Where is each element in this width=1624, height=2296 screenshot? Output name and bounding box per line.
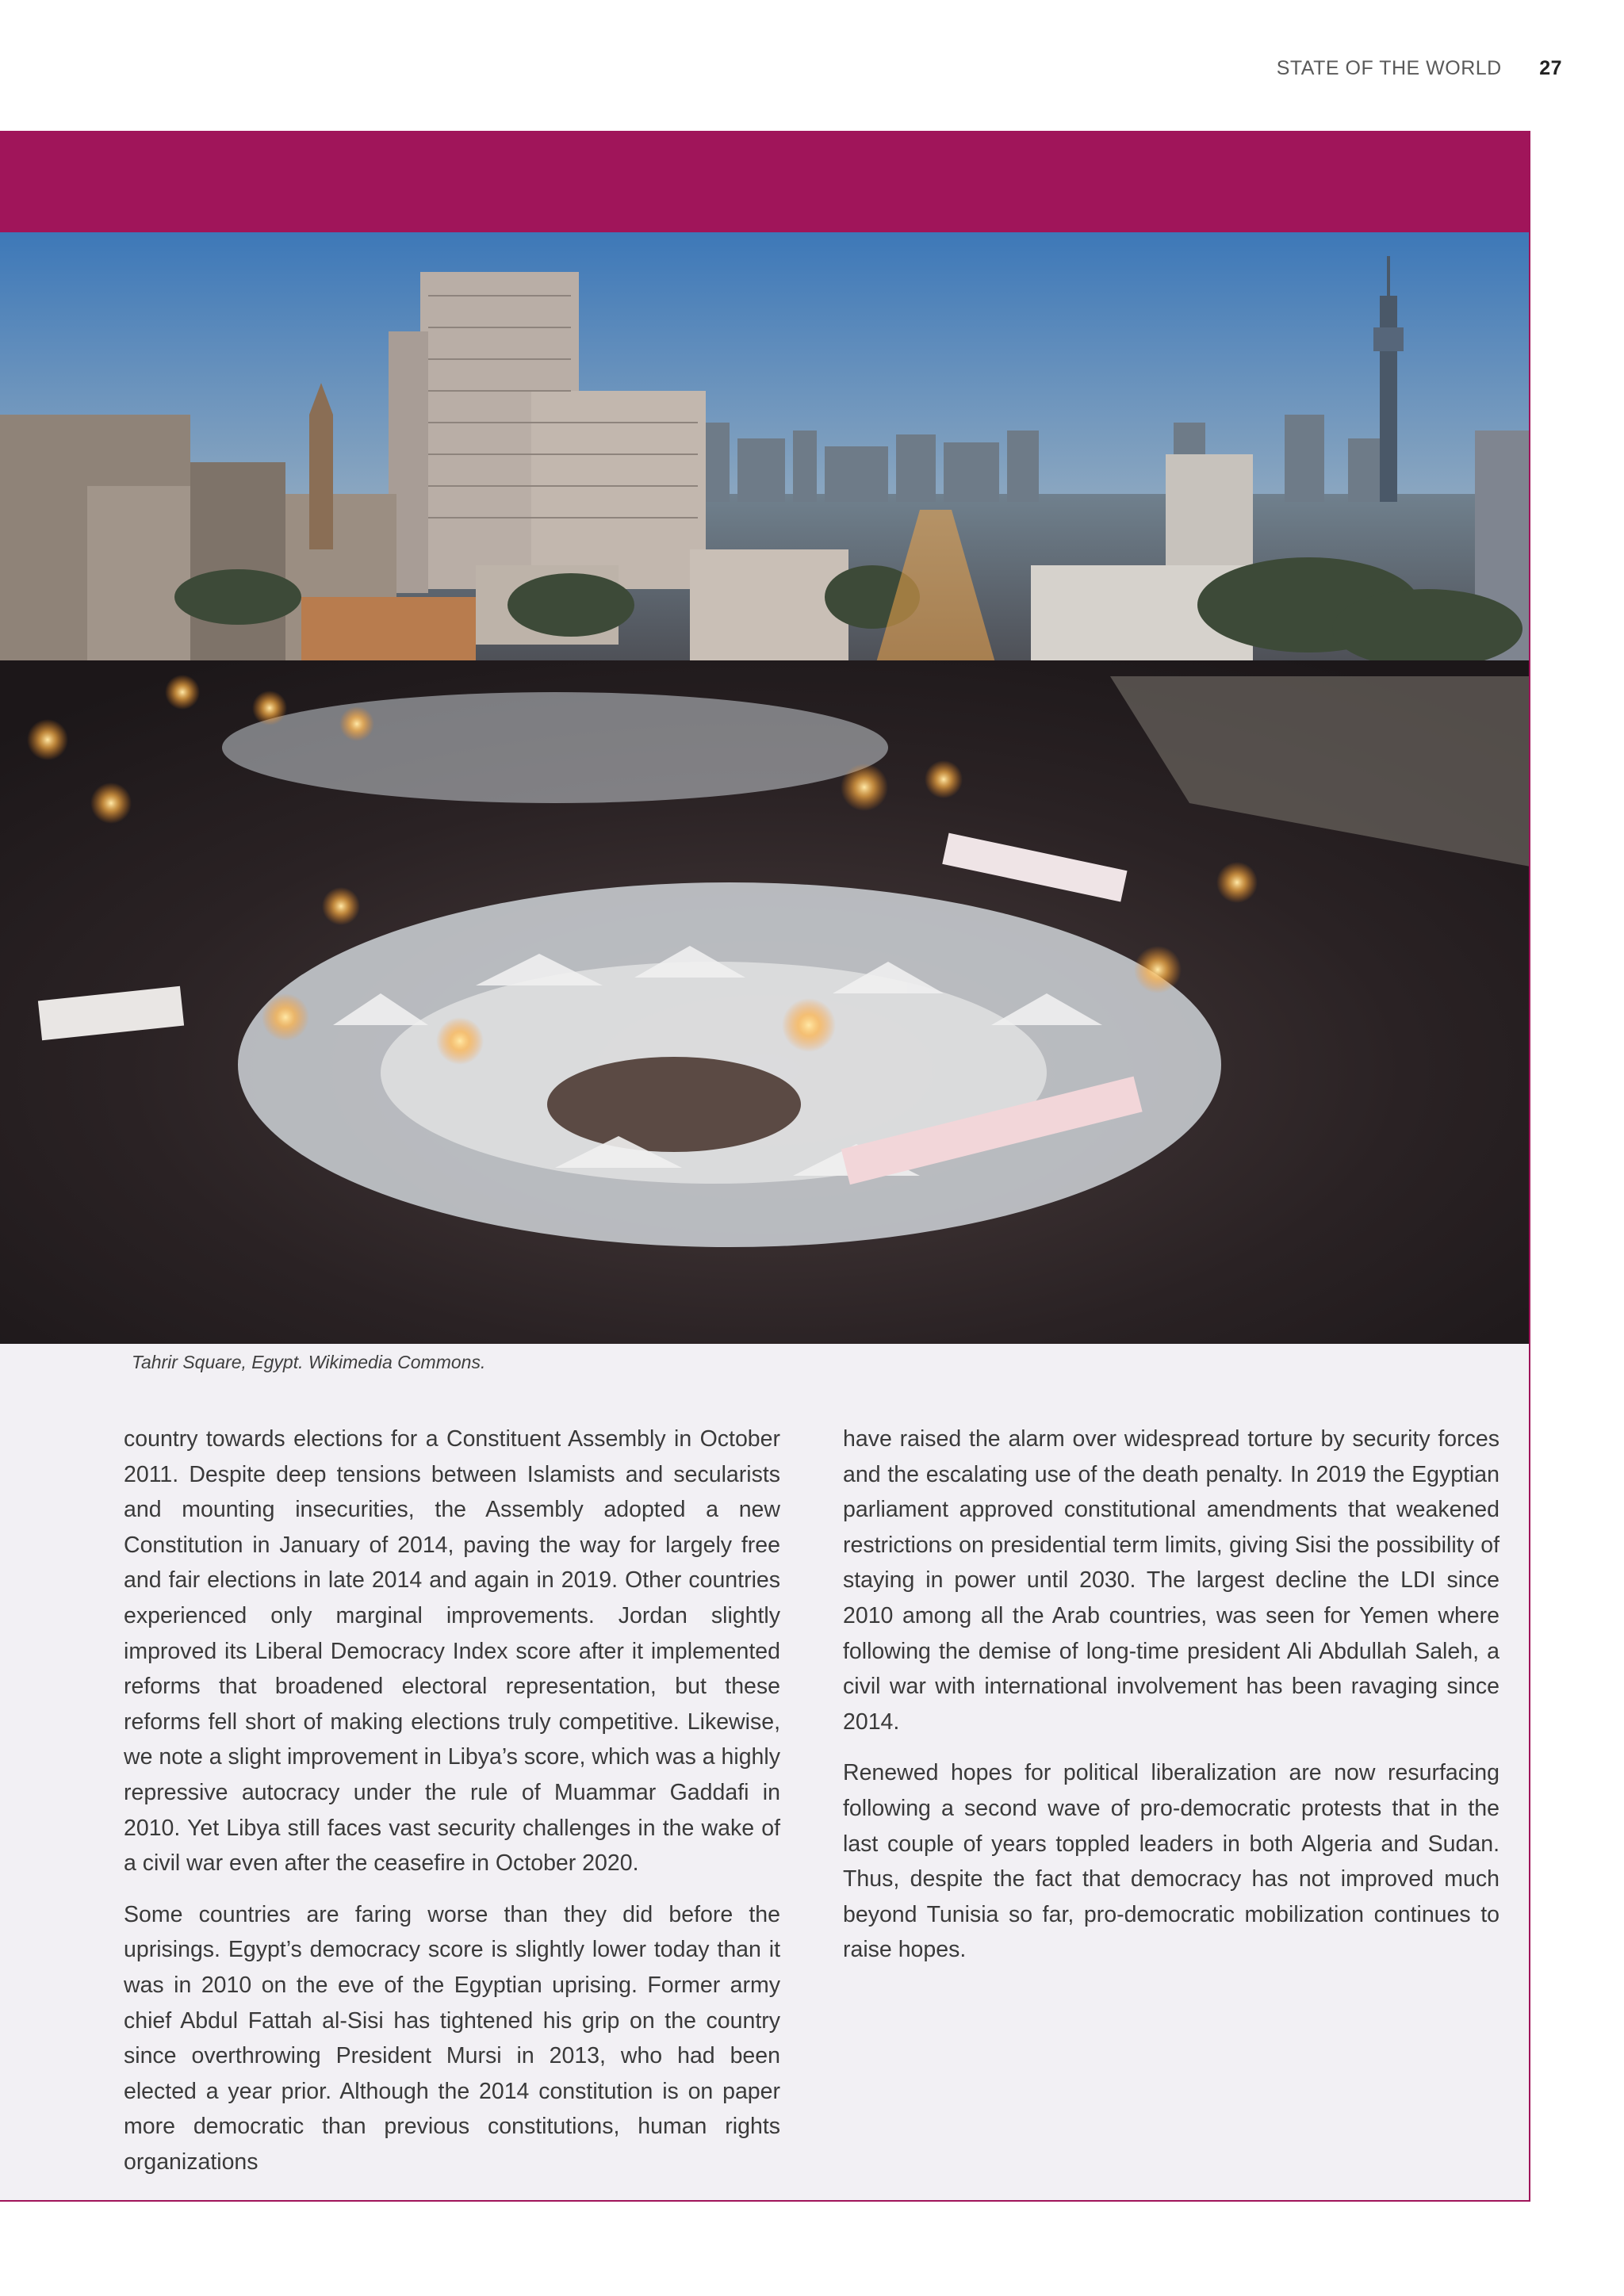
feature-panel [0, 131, 1530, 2202]
section-title: STATE OF THE WORLD [1276, 57, 1502, 79]
photo-illustration [0, 232, 1529, 1344]
right-column [843, 1422, 1500, 1984]
left-column [124, 1422, 780, 2195]
paragraph: have raised the alarm over widespread torture by security forces and the escalating use of the death penalty. In 2019 the Egyptian parliament approved constitutional amendments that weakened restrictions on presidential term limits, giving Sisi the possibility of staying in power until 2030. The largest decline the LDI since 2010 among all the Arab countries, was seen for Yemen where following the demise of long-time president Ali Abdullah Saleh, a civil war with international involvement has been ravaging since 2014. [843, 1426, 1500, 1735]
running-head [1277, 57, 1562, 80]
tahrir-square-photo [0, 232, 1529, 1344]
magenta-banner [0, 131, 1529, 232]
paragraph: Renewed hopes for political liberalization are now resurfacing following a second wave of pro-democratic protests that in the last couple of years toppled leaders in both Algeria and Sudan. Thus, despite the fact that democracy has not improved much beyond Tunisia so far, pro-democratic mobilization continues to raise hopes. [843, 1760, 1500, 1963]
paragraph: country towards elections for a Constituent Assembly in October 2011. Despite deep tensions between Islamists and secularists and mounting insecurities, the Assembly adopted a new Constitution in January of 2014, paving the way for largely free and fair elections in late 2014 and again in 2019. Other countries experienced only marginal improvements. Jordan slightly improved its Liberal Democracy Index score after it implemented reforms that broadened electoral representation, but these reforms fell short of making elections truly competitive. Likewise, we note a slight improvement in Libya’s score, which was a highly repressive autocracy under the rule of Muammar Gaddafi in 2010. Yet Libya still faces vast security challenges in the wake of a civil war even after the ceasefire in October 2020. [124, 1426, 780, 1877]
photo-caption: Tahrir Square, Egypt. Wikimedia Commons. [132, 1352, 486, 1372]
paragraph: Some countries are faring worse than they did before the uprisings. Egypt’s democracy score is slightly lower today than it was in 2010 on the eve of the Egyptian uprising. Former army chief Abdul Fattah al-Sisi has tightened his grip on the country since overthrowing President Mursi in 2013, who had been elected a year prior. Although the 2014 constitution is on paper more democratic than previous constitutions, human rights organizations [124, 1901, 780, 2175]
page-number: 27 [1539, 57, 1562, 79]
